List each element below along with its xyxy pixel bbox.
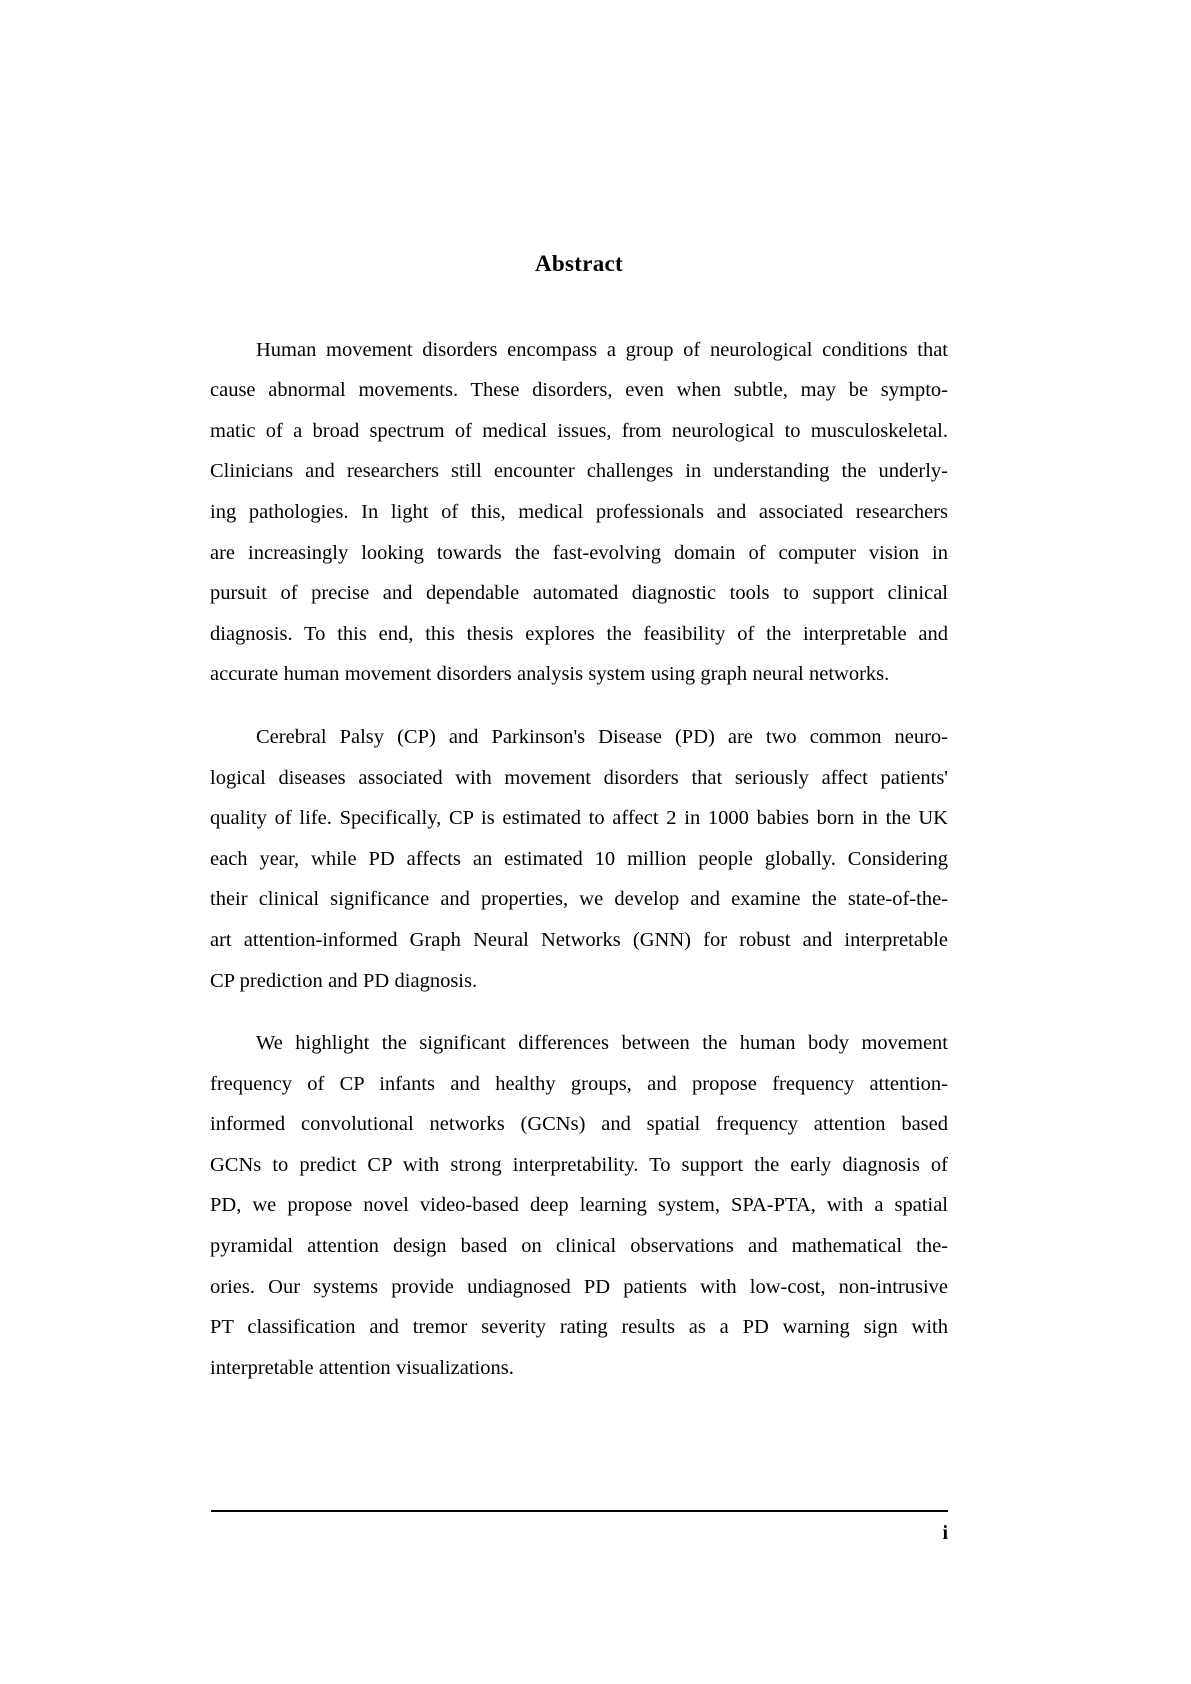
abstract-paragraph-2 <box>210 717 948 1001</box>
text-line: Clinicians and researchers still encounter challenges in understanding the underly- <box>210 460 948 483</box>
text-line: ing pathologies. In light of this, medical professionals and associated researchers <box>210 500 948 523</box>
text-line: ories. Our systems provide undiagnosed PD patients with low-cost, non-intrusive <box>210 1275 948 1298</box>
text-line: We highlight the significant differences between the human body movement <box>256 1032 948 1055</box>
text-line: are increasingly looking towards the fast-evolving domain of computer vision in <box>210 541 948 564</box>
footer-divider <box>211 1510 948 1512</box>
text-line: cause abnormal movements. These disorders, even when subtle, may be sympto- <box>210 379 948 402</box>
text-line: quality of life. Specifically, CP is estimated to affect 2 in 1000 babies born in the UK <box>210 807 948 830</box>
text-line: CP prediction and PD diagnosis. <box>210 969 478 992</box>
text-line: interpretable attention visualizations. <box>210 1356 514 1379</box>
abstract-paragraph-1 <box>210 330 948 695</box>
text-line: logical diseases associated with movement disorders that seriously affect patients' <box>210 766 948 789</box>
text-line: art attention-informed Graph Neural Networks (GNN) for robust and interpretable <box>210 928 948 951</box>
text-line: pyramidal attention design based on clinical observations and mathematical the- <box>210 1235 948 1258</box>
text-line: pursuit of precise and dependable automated diagnostic tools to support clinical <box>210 582 948 605</box>
text-line: matic of a broad spectrum of medical issues, from neurological to musculoskeletal. <box>210 419 948 442</box>
text-line: informed convolutional networks (GCNs) and spatial frequency attention based <box>210 1113 948 1136</box>
text-line: Cerebral Palsy (CP) and Parkinson's Disease (PD) are two common neuro- <box>256 725 948 748</box>
text-line: GCNs to predict CP with strong interpretability. To support the early diagnosis of <box>210 1153 948 1176</box>
text-line: PD, we propose novel video-based deep learning system, SPA-PTA, with a spatial <box>210 1194 948 1217</box>
page-content <box>210 250 948 1388</box>
text-line: Human movement disorders encompass a group of neurological conditions that <box>256 338 948 361</box>
page-number: i <box>942 1522 948 1544</box>
text-line: diagnosis. To this end, this thesis explores the feasibility of the interpretable and <box>210 622 948 645</box>
abstract-paragraph-3 <box>210 1023 948 1388</box>
text-line: frequency of CP infants and healthy groups, and propose frequency attention- <box>210 1072 948 1095</box>
text-line: accurate human movement disorders analysis system using graph neural networks. <box>210 663 890 686</box>
page-title: Abstract <box>535 251 623 276</box>
text-line: each year, while PD affects an estimated 10 million people globally. Considering <box>210 847 948 870</box>
text-line: their clinical significance and properties, we develop and examine the state-of-the- <box>210 888 948 911</box>
text-line: PT classification and tremor severity rating results as a PD warning sign with <box>210 1316 948 1339</box>
